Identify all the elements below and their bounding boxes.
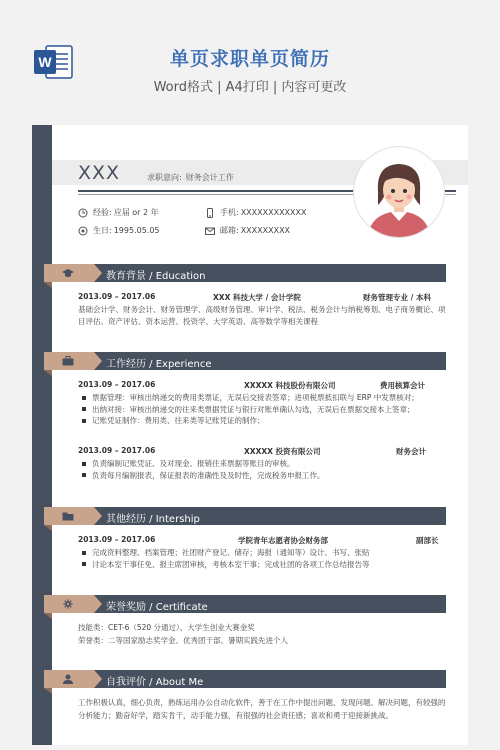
list-item: 票据管理：审核出纳递交的费用类票证，无误后交接表签章；进项税票抵扣联与 ERP 中发票核对； bbox=[78, 392, 448, 404]
about-text: 工作积极认真，细心负责，熟练运用办公自动化软件，善于在工作中提出问题、发现问题、解决问题，有较强的分析能力；勤奋好学，踏实肯干，动手能力强，有很强的社会责任感；喜欢和勇于迎接新挑战。 bbox=[78, 698, 446, 720]
left-sidebar-bar bbox=[32, 125, 52, 745]
page-title: 单页求职单页简历 bbox=[169, 48, 330, 70]
job-duties-list bbox=[78, 392, 448, 427]
phone-info bbox=[205, 207, 306, 218]
birthday-info bbox=[78, 225, 160, 236]
list-item: 记账凭证制作：费用类、往来类等记账凭证的制作； bbox=[78, 415, 448, 427]
section-title: 自我评价 / About Me bbox=[106, 677, 204, 688]
birthday-value: 1995.05.05 bbox=[113, 226, 160, 235]
job-row bbox=[78, 380, 446, 391]
clock-icon bbox=[78, 208, 88, 218]
birthday-label: 生日: bbox=[93, 226, 112, 235]
job-company: XXXXX 投资有限公司 bbox=[244, 447, 321, 456]
list-item: 出纳对接：审核出纳递交的往来类票据凭证与银行对账单确认勾选，无误后在票据交接本上签章； bbox=[78, 404, 448, 416]
section-header-internship bbox=[44, 507, 446, 525]
avatar-illustration-icon bbox=[354, 147, 444, 237]
job-position: 费用核算会计 bbox=[380, 381, 425, 390]
page-subtitle: Word格式 | A4打印 | 内容可更改 bbox=[153, 80, 347, 95]
internship-date: 2013.09 – 2017.06 bbox=[78, 535, 156, 544]
phone-value: XXXXXXXXXXXX bbox=[240, 208, 307, 217]
section-tab bbox=[44, 507, 94, 525]
job-row bbox=[78, 446, 446, 457]
education-school: XXX 科技大学 / 会计学院 bbox=[213, 293, 301, 302]
section-title: 工作经历 / Experience bbox=[106, 359, 212, 370]
section-tab bbox=[44, 670, 94, 688]
job-intent-value: 财务会计工作 bbox=[185, 173, 234, 182]
education-major: 财务管理专业 / 本科 bbox=[363, 293, 431, 302]
svg-text:W: W bbox=[38, 54, 52, 70]
education-date: 2013.09 – 2017.06 bbox=[78, 292, 156, 301]
internship-duties-list bbox=[78, 547, 448, 570]
education-row bbox=[78, 292, 446, 303]
user-icon bbox=[62, 674, 74, 684]
experience-info bbox=[78, 207, 159, 218]
section-fold bbox=[44, 613, 52, 619]
list-item: 负责编制记账凭证、及对现金、报销往来票据等账目的审核。 bbox=[78, 458, 448, 470]
phone-icon bbox=[205, 208, 215, 218]
birthday-icon bbox=[78, 226, 88, 236]
section-fold bbox=[44, 370, 52, 376]
candidate-name: XXX bbox=[78, 162, 121, 184]
avatar bbox=[354, 147, 444, 237]
phone-label: 手机: bbox=[220, 208, 239, 217]
section-header-education bbox=[44, 264, 446, 282]
education-courses: 基础会计学、财务会计、财务管理学、高级财务管理、审计学、税法、税务会计与纳税筹划、电子商务概论、项目评估、资产评估、资本运营、投资学、大学英语、高等数学等相关课程 bbox=[78, 305, 446, 326]
job-date: 2013.09 – 2017.06 bbox=[78, 446, 156, 455]
section-title: 其他经历 / Intership bbox=[106, 514, 200, 525]
section-title: 教育背景 / Education bbox=[106, 271, 206, 282]
email-value: XXXXXXXXX bbox=[240, 226, 291, 235]
job-intent bbox=[147, 172, 234, 183]
mail-icon bbox=[205, 226, 215, 236]
experience-label: 经验: bbox=[93, 208, 112, 217]
graduation-cap-icon bbox=[62, 268, 74, 278]
section-header-about bbox=[44, 670, 446, 688]
list-item: 负责每月编制报表，保证报表的准确性及及时性，完成税务申报工作。 bbox=[78, 470, 448, 482]
internship-role: 副部长 bbox=[416, 536, 439, 545]
list-item: 讨论本室干事任免、报主席团审核，考核本室干事；完成社团的各项工作总结报告等 bbox=[78, 559, 448, 571]
folder-icon bbox=[62, 511, 74, 521]
job-company: XXXXX 科技股份有限公司 bbox=[244, 381, 336, 390]
section-fold bbox=[44, 282, 52, 288]
job-duties-list bbox=[78, 458, 448, 481]
job-intent-label: 求职意向: bbox=[147, 173, 182, 182]
resume-card bbox=[32, 125, 468, 745]
section-title: 荣誉奖励 / Certificate bbox=[106, 602, 208, 613]
briefcase-icon bbox=[62, 356, 74, 366]
awards-line: 荣誉类：二等国家励志奖学金、优秀团干部、暑期实践先进个人 bbox=[78, 636, 288, 645]
email-info bbox=[205, 225, 290, 236]
gear-icon bbox=[62, 599, 74, 609]
job-position: 财务会计 bbox=[396, 447, 426, 456]
section-tab bbox=[44, 595, 94, 613]
skills-line: 技能类：CET-6（520 分通过）、大学生创业大赛金奖 bbox=[78, 623, 255, 632]
job-date: 2013.09 – 2017.06 bbox=[78, 380, 156, 389]
section-tab bbox=[44, 264, 94, 282]
section-fold bbox=[44, 688, 52, 694]
section-tab bbox=[44, 352, 94, 370]
email-label: 邮箱: bbox=[220, 226, 239, 235]
section-header-certificate bbox=[44, 595, 446, 613]
top-spacer bbox=[52, 125, 468, 145]
internship-row bbox=[78, 535, 446, 546]
experience-value: 应届 or 2 年 bbox=[113, 208, 159, 217]
internship-org: 学院青年志愿者协会财务部 bbox=[238, 536, 328, 545]
list-item: 完成资料整理、档案管理；社团财产登记、储存；海报（通知等）设计、书写、张贴 bbox=[78, 547, 448, 559]
section-header-experience bbox=[44, 352, 446, 370]
section-fold bbox=[44, 525, 52, 531]
